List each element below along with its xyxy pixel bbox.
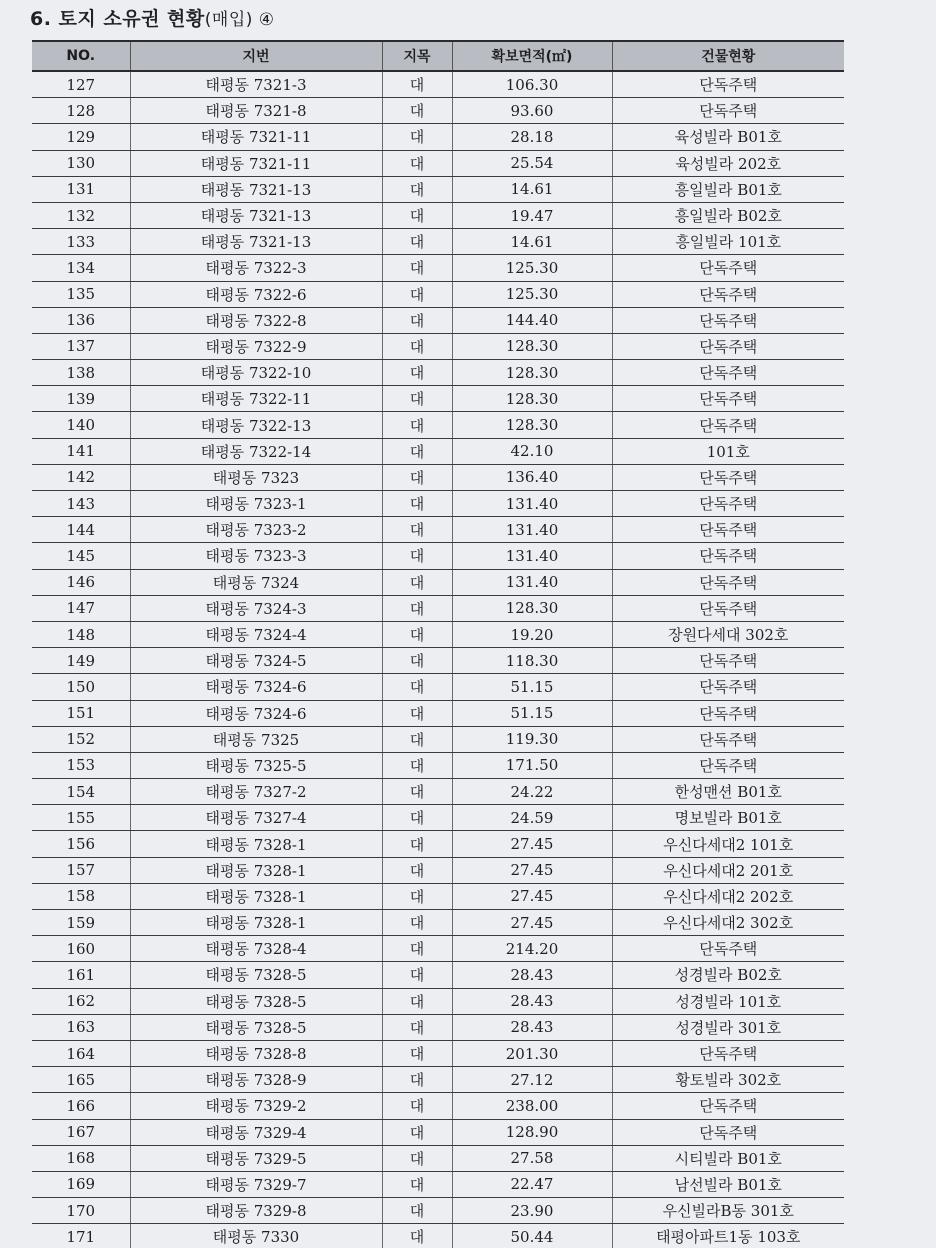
cell-lot: 태평동 7322-8	[130, 307, 382, 333]
cell-building: 단독주택	[612, 936, 844, 962]
cell-area: 128.30	[452, 333, 612, 359]
cell-area: 14.61	[452, 229, 612, 255]
cell-no: 138	[32, 360, 130, 386]
cell-area: 28.18	[452, 124, 612, 150]
cell-area: 27.45	[452, 831, 612, 857]
cell-category: 대	[382, 831, 452, 857]
cell-category: 대	[382, 1014, 452, 1040]
cell-category: 대	[382, 936, 452, 962]
cell-no: 154	[32, 779, 130, 805]
cell-lot: 태평동 7323-2	[130, 517, 382, 543]
cell-building: 흥일빌라 B02호	[612, 202, 844, 228]
land-ownership-table	[32, 40, 844, 1248]
table-row	[32, 386, 844, 412]
cell-no: 161	[32, 962, 130, 988]
cell-area: 27.45	[452, 857, 612, 883]
cell-building: 명보빌라 B01호	[612, 805, 844, 831]
cell-building: 단독주택	[612, 648, 844, 674]
cell-area: 119.30	[452, 726, 612, 752]
cell-category: 대	[382, 910, 452, 936]
cell-area: 27.45	[452, 883, 612, 909]
table-row	[32, 1040, 844, 1066]
cell-area: 50.44	[452, 1224, 612, 1248]
cell-lot: 태평동 7321-13	[130, 202, 382, 228]
cell-area: 118.30	[452, 648, 612, 674]
cell-lot: 태평동 7328-1	[130, 883, 382, 909]
cell-lot: 태평동 7328-9	[130, 1067, 382, 1093]
table-row	[32, 883, 844, 909]
cell-no: 168	[32, 1145, 130, 1171]
title-main: 6. 토지 소유권 현황	[30, 8, 205, 30]
cell-no: 155	[32, 805, 130, 831]
cell-category: 대	[382, 360, 452, 386]
table-row	[32, 281, 844, 307]
cell-lot: 태평동 7329-4	[130, 1119, 382, 1145]
cell-building: 단독주택	[612, 360, 844, 386]
cell-building: 흥일빌라 101호	[612, 229, 844, 255]
cell-building: 성경빌라 301호	[612, 1014, 844, 1040]
cell-building: 우신다세대2 202호	[612, 883, 844, 909]
cell-no: 128	[32, 98, 130, 124]
cell-area: 23.90	[452, 1198, 612, 1224]
table-row	[32, 491, 844, 517]
cell-lot: 태평동 7324-4	[130, 621, 382, 647]
table-row	[32, 543, 844, 569]
cell-area: 131.40	[452, 491, 612, 517]
cell-building: 단독주택	[612, 71, 844, 98]
cell-area: 131.40	[452, 569, 612, 595]
cell-category: 대	[382, 98, 452, 124]
cell-category: 대	[382, 1119, 452, 1145]
cell-area: 125.30	[452, 255, 612, 281]
cell-building: 단독주택	[612, 1119, 844, 1145]
cell-building: 장원다세대 302호	[612, 621, 844, 647]
cell-category: 대	[382, 1093, 452, 1119]
cell-lot: 태평동 7328-5	[130, 988, 382, 1014]
cell-lot: 태평동 7321-8	[130, 98, 382, 124]
cell-category: 대	[382, 779, 452, 805]
cell-building: 단독주택	[612, 98, 844, 124]
cell-building: 태평아파트1동 103호	[612, 1224, 844, 1248]
cell-lot: 태평동 7328-1	[130, 910, 382, 936]
table-row	[32, 360, 844, 386]
table-row	[32, 779, 844, 805]
cell-lot: 태평동 7321-13	[130, 176, 382, 202]
cell-area: 136.40	[452, 464, 612, 490]
cell-building: 남선빌라 B01호	[612, 1171, 844, 1197]
table-row	[32, 98, 844, 124]
cell-building: 단독주택	[612, 464, 844, 490]
table-row	[32, 648, 844, 674]
table-row	[32, 831, 844, 857]
cell-building: 육성빌라 202호	[612, 150, 844, 176]
cell-area: 19.47	[452, 202, 612, 228]
cell-no: 167	[32, 1119, 130, 1145]
cell-lot: 태평동 7321-3	[130, 71, 382, 98]
cell-building: 단독주택	[612, 412, 844, 438]
cell-building: 단독주택	[612, 595, 844, 621]
cell-building: 성경빌라 B02호	[612, 962, 844, 988]
cell-category: 대	[382, 674, 452, 700]
cell-no: 134	[32, 255, 130, 281]
table-row	[32, 805, 844, 831]
cell-lot: 태평동 7328-1	[130, 831, 382, 857]
header-category: 지목	[382, 41, 452, 71]
cell-category: 대	[382, 805, 452, 831]
cell-area: 28.43	[452, 988, 612, 1014]
cell-lot: 태평동 7325	[130, 726, 382, 752]
cell-lot: 태평동 7323	[130, 464, 382, 490]
cell-lot: 태평동 7324-6	[130, 674, 382, 700]
cell-building: 단독주택	[612, 752, 844, 778]
cell-no: 130	[32, 150, 130, 176]
cell-area: 28.43	[452, 962, 612, 988]
table-row	[32, 595, 844, 621]
table-row	[32, 1198, 844, 1224]
table-row	[32, 962, 844, 988]
cell-category: 대	[382, 386, 452, 412]
cell-area: 131.40	[452, 543, 612, 569]
cell-lot: 태평동 7328-1	[130, 857, 382, 883]
cell-no: 143	[32, 491, 130, 517]
table-row	[32, 176, 844, 202]
cell-category: 대	[382, 700, 452, 726]
cell-lot: 태평동 7322-3	[130, 255, 382, 281]
cell-no: 147	[32, 595, 130, 621]
cell-category: 대	[382, 1224, 452, 1248]
cell-building: 황토빌라 302호	[612, 1067, 844, 1093]
cell-category: 대	[382, 595, 452, 621]
table-row	[32, 1014, 844, 1040]
cell-category: 대	[382, 229, 452, 255]
cell-category: 대	[382, 1067, 452, 1093]
table-row	[32, 438, 844, 464]
cell-category: 대	[382, 988, 452, 1014]
table-row	[32, 569, 844, 595]
cell-lot: 태평동 7322-9	[130, 333, 382, 359]
cell-no: 127	[32, 71, 130, 98]
cell-building: 단독주택	[612, 386, 844, 412]
cell-building: 단독주택	[612, 1093, 844, 1119]
cell-category: 대	[382, 1171, 452, 1197]
cell-building: 단독주택	[612, 255, 844, 281]
cell-area: 201.30	[452, 1040, 612, 1066]
cell-no: 171	[32, 1224, 130, 1248]
table-row	[32, 1171, 844, 1197]
cell-category: 대	[382, 857, 452, 883]
cell-no: 158	[32, 883, 130, 909]
cell-no: 135	[32, 281, 130, 307]
cell-lot: 태평동 7323-3	[130, 543, 382, 569]
cell-area: 27.58	[452, 1145, 612, 1171]
cell-category: 대	[382, 438, 452, 464]
cell-no: 157	[32, 857, 130, 883]
cell-category: 대	[382, 621, 452, 647]
cell-lot: 태평동 7324-3	[130, 595, 382, 621]
cell-building: 단독주택	[612, 543, 844, 569]
cell-no: 145	[32, 543, 130, 569]
cell-building: 단독주택	[612, 517, 844, 543]
cell-no: 151	[32, 700, 130, 726]
cell-no: 148	[32, 621, 130, 647]
cell-category: 대	[382, 1040, 452, 1066]
cell-no: 160	[32, 936, 130, 962]
cell-building: 단독주택	[612, 281, 844, 307]
table-row	[32, 1093, 844, 1119]
table-row	[32, 910, 844, 936]
cell-lot: 태평동 7328-5	[130, 1014, 382, 1040]
cell-lot: 태평동 7329-2	[130, 1093, 382, 1119]
cell-no: 162	[32, 988, 130, 1014]
cell-lot: 태평동 7324-6	[130, 700, 382, 726]
header-lot: 지번	[130, 41, 382, 71]
cell-building: 우신다세대2 201호	[612, 857, 844, 883]
cell-lot: 태평동 7327-2	[130, 779, 382, 805]
cell-category: 대	[382, 752, 452, 778]
page-title	[30, 4, 275, 31]
cell-no: 156	[32, 831, 130, 857]
cell-area: 106.30	[452, 71, 612, 98]
cell-lot: 태평동 7322-14	[130, 438, 382, 464]
cell-building: 시티빌라 B01호	[612, 1145, 844, 1171]
cell-no: 149	[32, 648, 130, 674]
table-row	[32, 674, 844, 700]
table-row	[32, 1224, 844, 1248]
cell-no: 163	[32, 1014, 130, 1040]
cell-category: 대	[382, 333, 452, 359]
cell-no: 166	[32, 1093, 130, 1119]
cell-no: 129	[32, 124, 130, 150]
cell-area: 125.30	[452, 281, 612, 307]
cell-no: 133	[32, 229, 130, 255]
cell-lot: 태평동 7329-7	[130, 1171, 382, 1197]
table-row	[32, 255, 844, 281]
table-row	[32, 726, 844, 752]
cell-category: 대	[382, 281, 452, 307]
table-row	[32, 229, 844, 255]
table-row	[32, 150, 844, 176]
cell-area: 22.47	[452, 1171, 612, 1197]
cell-area: 27.45	[452, 910, 612, 936]
cell-area: 24.59	[452, 805, 612, 831]
cell-lot: 태평동 7322-6	[130, 281, 382, 307]
cell-no: 159	[32, 910, 130, 936]
table-row	[32, 202, 844, 228]
cell-building: 육성빌라 B01호	[612, 124, 844, 150]
cell-area: 93.60	[452, 98, 612, 124]
cell-no: 152	[32, 726, 130, 752]
table-row	[32, 936, 844, 962]
cell-lot: 태평동 7328-4	[130, 936, 382, 962]
cell-category: 대	[382, 1145, 452, 1171]
cell-lot: 태평동 7321-11	[130, 150, 382, 176]
cell-area: 51.15	[452, 700, 612, 726]
cell-lot: 태평동 7329-8	[130, 1198, 382, 1224]
table-row	[32, 752, 844, 778]
cell-lot: 태평동 7323-1	[130, 491, 382, 517]
table-body	[32, 71, 844, 1248]
cell-no: 139	[32, 386, 130, 412]
cell-category: 대	[382, 569, 452, 595]
cell-area: 28.43	[452, 1014, 612, 1040]
cell-no: 165	[32, 1067, 130, 1093]
table-row	[32, 700, 844, 726]
cell-lot: 태평동 7328-8	[130, 1040, 382, 1066]
cell-category: 대	[382, 464, 452, 490]
cell-category: 대	[382, 726, 452, 752]
table-row	[32, 857, 844, 883]
table-row	[32, 71, 844, 98]
cell-lot: 태평동 7321-13	[130, 229, 382, 255]
cell-lot: 태평동 7324	[130, 569, 382, 595]
cell-area: 128.30	[452, 386, 612, 412]
cell-category: 대	[382, 1198, 452, 1224]
cell-lot: 태평동 7322-10	[130, 360, 382, 386]
cell-category: 대	[382, 491, 452, 517]
cell-lot: 태평동 7322-11	[130, 386, 382, 412]
cell-area: 131.40	[452, 517, 612, 543]
cell-no: 141	[32, 438, 130, 464]
cell-category: 대	[382, 648, 452, 674]
cell-lot: 태평동 7321-11	[130, 124, 382, 150]
cell-lot: 태평동 7324-5	[130, 648, 382, 674]
table-row	[32, 333, 844, 359]
cell-building: 단독주택	[612, 569, 844, 595]
cell-area: 51.15	[452, 674, 612, 700]
cell-area: 25.54	[452, 150, 612, 176]
title-sub: (매입) ④	[204, 10, 275, 30]
cell-no: 132	[32, 202, 130, 228]
cell-lot: 태평동 7328-5	[130, 962, 382, 988]
table-row	[32, 621, 844, 647]
cell-lot: 태평동 7329-5	[130, 1145, 382, 1171]
cell-no: 144	[32, 517, 130, 543]
cell-no: 153	[32, 752, 130, 778]
cell-area: 128.30	[452, 360, 612, 386]
cell-no: 142	[32, 464, 130, 490]
cell-area: 128.90	[452, 1119, 612, 1145]
cell-area: 144.40	[452, 307, 612, 333]
cell-building: 단독주택	[612, 1040, 844, 1066]
cell-no: 150	[32, 674, 130, 700]
cell-building: 우신다세대2 101호	[612, 831, 844, 857]
cell-no: 169	[32, 1171, 130, 1197]
cell-lot: 태평동 7325-5	[130, 752, 382, 778]
cell-category: 대	[382, 517, 452, 543]
cell-no: 170	[32, 1198, 130, 1224]
cell-building: 단독주택	[612, 674, 844, 700]
cell-building: 흥일빌라 B01호	[612, 176, 844, 202]
cell-no: 140	[32, 412, 130, 438]
cell-area: 27.12	[452, 1067, 612, 1093]
header-row	[32, 41, 844, 71]
cell-building: 우신빌라B동 301호	[612, 1198, 844, 1224]
table-row	[32, 1145, 844, 1171]
table-row	[32, 1119, 844, 1145]
cell-category: 대	[382, 412, 452, 438]
table-row	[32, 307, 844, 333]
table-header	[32, 41, 844, 71]
cell-building: 단독주택	[612, 307, 844, 333]
cell-lot: 태평동 7327-4	[130, 805, 382, 831]
table-row	[32, 124, 844, 150]
cell-area: 24.22	[452, 779, 612, 805]
cell-no: 131	[32, 176, 130, 202]
cell-area: 42.10	[452, 438, 612, 464]
cell-no: 136	[32, 307, 130, 333]
cell-lot: 태평동 7322-13	[130, 412, 382, 438]
cell-no: 146	[32, 569, 130, 595]
cell-building: 단독주택	[612, 333, 844, 359]
cell-building: 101호	[612, 438, 844, 464]
cell-building: 단독주택	[612, 700, 844, 726]
cell-category: 대	[382, 124, 452, 150]
cell-category: 대	[382, 543, 452, 569]
table-row	[32, 1067, 844, 1093]
cell-area: 171.50	[452, 752, 612, 778]
header-no: NO.	[32, 41, 130, 71]
cell-building: 한성맨션 B01호	[612, 779, 844, 805]
cell-area: 14.61	[452, 176, 612, 202]
cell-area: 19.20	[452, 621, 612, 647]
cell-category: 대	[382, 202, 452, 228]
cell-category: 대	[382, 176, 452, 202]
cell-category: 대	[382, 71, 452, 98]
cell-no: 164	[32, 1040, 130, 1066]
cell-category: 대	[382, 962, 452, 988]
cell-area: 128.30	[452, 595, 612, 621]
table-row	[32, 412, 844, 438]
cell-building: 단독주택	[612, 726, 844, 752]
cell-category: 대	[382, 150, 452, 176]
cell-category: 대	[382, 883, 452, 909]
table-row	[32, 517, 844, 543]
cell-category: 대	[382, 255, 452, 281]
cell-building: 단독주택	[612, 491, 844, 517]
cell-area: 238.00	[452, 1093, 612, 1119]
header-area: 확보면적(㎡)	[452, 41, 612, 71]
header-building: 건물현황	[612, 41, 844, 71]
table-row	[32, 988, 844, 1014]
cell-category: 대	[382, 307, 452, 333]
cell-area: 128.30	[452, 412, 612, 438]
cell-no: 137	[32, 333, 130, 359]
table-row	[32, 464, 844, 490]
cell-lot: 태평동 7330	[130, 1224, 382, 1248]
cell-building: 성경빌라 101호	[612, 988, 844, 1014]
cell-area: 214.20	[452, 936, 612, 962]
cell-building: 우신다세대2 302호	[612, 910, 844, 936]
